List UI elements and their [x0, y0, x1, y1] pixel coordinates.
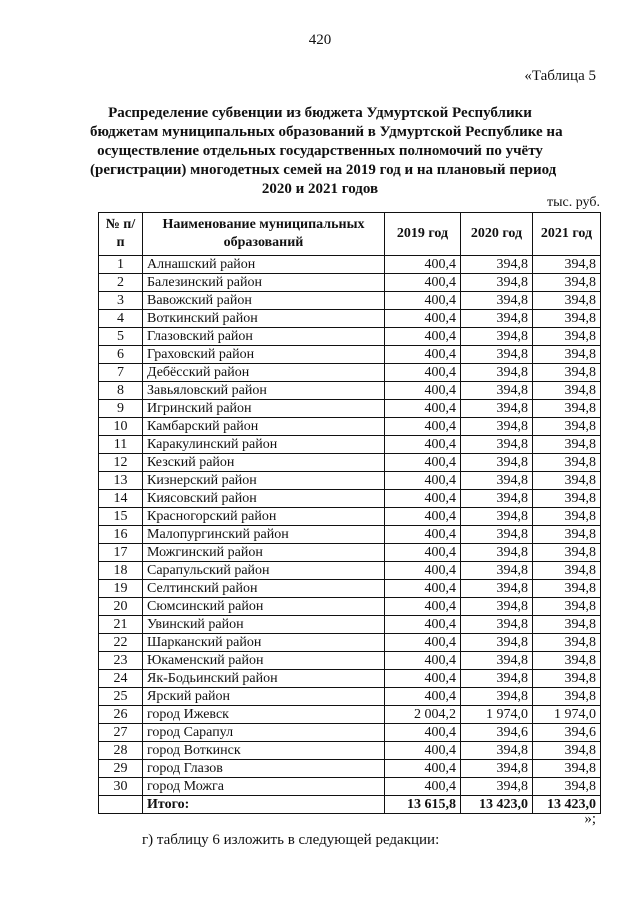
total-2021: 13 423,0 — [533, 796, 601, 814]
cell-num: 26 — [99, 706, 143, 724]
cell-num: 30 — [99, 778, 143, 796]
cell-2021: 394,6 — [533, 724, 601, 742]
title-line: Распределение субвенции из бюджета Удмуртской Республики — [108, 105, 532, 121]
cell-name: Увинский район — [143, 616, 385, 634]
cell-2020: 394,8 — [461, 310, 533, 328]
table-row — [99, 292, 601, 310]
cell-2019: 400,4 — [385, 688, 461, 706]
table-row — [99, 562, 601, 580]
cell-2021: 394,8 — [533, 598, 601, 616]
table-row — [99, 472, 601, 490]
cell-2020: 394,8 — [461, 418, 533, 436]
total-row — [99, 796, 601, 814]
subvention-table — [98, 212, 601, 814]
table-row — [99, 256, 601, 274]
cell-2021: 394,8 — [533, 562, 601, 580]
cell-2021: 394,8 — [533, 490, 601, 508]
cell-num: 4 — [99, 310, 143, 328]
table-header-row — [99, 213, 601, 256]
cell-2020: 394,8 — [461, 688, 533, 706]
table-row — [99, 310, 601, 328]
cell-2019: 400,4 — [385, 346, 461, 364]
cell-name: Вавожский район — [143, 292, 385, 310]
header-2020: 2020 год — [461, 213, 533, 256]
cell-num: 7 — [99, 364, 143, 382]
cell-2020: 394,8 — [461, 508, 533, 526]
cell-2019: 400,4 — [385, 634, 461, 652]
cell-num: 22 — [99, 634, 143, 652]
total-label: Итого: — [143, 796, 385, 814]
cell-2021: 394,8 — [533, 580, 601, 598]
title-line: 2020 и 2021 годов — [261, 181, 379, 197]
cell-2019: 400,4 — [385, 760, 461, 778]
cell-2021: 394,8 — [533, 346, 601, 364]
cell-2021: 394,8 — [533, 508, 601, 526]
cell-2019: 400,4 — [385, 382, 461, 400]
cell-2019: 400,4 — [385, 724, 461, 742]
table-row — [99, 364, 601, 382]
cell-2019: 400,4 — [385, 490, 461, 508]
cell-num: 28 — [99, 742, 143, 760]
cell-2020: 394,8 — [461, 274, 533, 292]
table-row — [99, 526, 601, 544]
cell-2020: 394,8 — [461, 598, 533, 616]
cell-2021: 394,8 — [533, 454, 601, 472]
cell-num: 9 — [99, 400, 143, 418]
cell-num: 10 — [99, 418, 143, 436]
cell-2020: 394,8 — [461, 436, 533, 454]
header-num: № п/п — [99, 213, 143, 256]
header-2019: 2019 год — [385, 213, 461, 256]
cell-2021: 394,8 — [533, 670, 601, 688]
cell-name: Воткинский район — [143, 310, 385, 328]
cell-2021: 394,8 — [533, 526, 601, 544]
table-row — [99, 778, 601, 796]
cell-num: 14 — [99, 490, 143, 508]
cell-name: Киясовский район — [143, 490, 385, 508]
table-row — [99, 400, 601, 418]
table-row — [99, 580, 601, 598]
table-row — [99, 490, 601, 508]
cell-name: город Глазов — [143, 760, 385, 778]
cell-name: Сарапульский район — [143, 562, 385, 580]
cell-2019: 400,4 — [385, 256, 461, 274]
cell-num: 12 — [99, 454, 143, 472]
cell-num: 8 — [99, 382, 143, 400]
cell-num: 1 — [99, 256, 143, 274]
cell-name: Каракулинский район — [143, 436, 385, 454]
cell-2020: 394,8 — [461, 580, 533, 598]
cell-num: 3 — [99, 292, 143, 310]
cell-2021: 394,8 — [533, 778, 601, 796]
cell-2019: 400,4 — [385, 544, 461, 562]
cell-2019: 400,4 — [385, 472, 461, 490]
total-2019: 13 615,8 — [385, 796, 461, 814]
table-row — [99, 742, 601, 760]
table-row — [99, 508, 601, 526]
cell-num: 18 — [99, 562, 143, 580]
table-row — [99, 598, 601, 616]
total-2020: 13 423,0 — [461, 796, 533, 814]
cell-2020: 394,8 — [461, 346, 533, 364]
cell-num: 24 — [99, 670, 143, 688]
cell-2020: 394,8 — [461, 256, 533, 274]
cell-2019: 400,4 — [385, 364, 461, 382]
cell-num: 15 — [99, 508, 143, 526]
cell-2019: 400,4 — [385, 328, 461, 346]
cell-name: Глазовский район — [143, 328, 385, 346]
table-row — [99, 328, 601, 346]
cell-2021: 394,8 — [533, 760, 601, 778]
cell-2021: 394,8 — [533, 472, 601, 490]
cell-2020: 394,8 — [461, 760, 533, 778]
cell-2020: 394,8 — [461, 634, 533, 652]
cell-2021: 394,8 — [533, 328, 601, 346]
cell-name: Дебёсский район — [143, 364, 385, 382]
cell-2020: 394,6 — [461, 724, 533, 742]
cell-2019: 400,4 — [385, 400, 461, 418]
cell-2020: 394,8 — [461, 292, 533, 310]
cell-num: 5 — [99, 328, 143, 346]
table-row — [99, 652, 601, 670]
table-row — [99, 418, 601, 436]
table-body — [99, 256, 601, 814]
cell-2020: 394,8 — [461, 364, 533, 382]
cell-num: 27 — [99, 724, 143, 742]
cell-name: Юкаменский район — [143, 652, 385, 670]
cell-num: 13 — [99, 472, 143, 490]
cell-name: город Ижевск — [143, 706, 385, 724]
cell-name: Граховский район — [143, 346, 385, 364]
cell-num: 2 — [99, 274, 143, 292]
cell-2020: 394,8 — [461, 526, 533, 544]
cell-2021: 394,8 — [533, 616, 601, 634]
cell-name: город Можга — [143, 778, 385, 796]
table-row — [99, 346, 601, 364]
cell-name: Игринский район — [143, 400, 385, 418]
table-row — [99, 454, 601, 472]
cell-2019: 400,4 — [385, 310, 461, 328]
cell-2020: 394,8 — [461, 778, 533, 796]
units-label: тыс. руб. — [547, 195, 600, 210]
cell-2019: 400,4 — [385, 436, 461, 454]
cell-num: 29 — [99, 760, 143, 778]
cell-name: Ярский район — [143, 688, 385, 706]
cell-2021: 394,8 — [533, 634, 601, 652]
cell-2020: 394,8 — [461, 472, 533, 490]
cell-num: 21 — [99, 616, 143, 634]
cell-name: Камбарский район — [143, 418, 385, 436]
title-line: бюджетам муниципальных образований в Удмуртской Республике на — [90, 124, 563, 140]
cell-2020: 394,8 — [461, 742, 533, 760]
cell-2020: 394,8 — [461, 652, 533, 670]
table-reference: «Таблица 5 — [524, 68, 596, 84]
cell-2021: 394,8 — [533, 688, 601, 706]
cell-name: Кизнерский район — [143, 472, 385, 490]
cell-2019: 400,4 — [385, 274, 461, 292]
cell-2019: 400,4 — [385, 418, 461, 436]
cell-num: 20 — [99, 598, 143, 616]
header-name: Наименование муниципальных образований — [143, 213, 385, 256]
cell-2020: 394,8 — [461, 328, 533, 346]
cell-2020: 394,8 — [461, 544, 533, 562]
cell-num: 16 — [99, 526, 143, 544]
cell-num: 23 — [99, 652, 143, 670]
table-row — [99, 382, 601, 400]
cell-num: 19 — [99, 580, 143, 598]
cell-2019: 2 004,2 — [385, 706, 461, 724]
cell-2020: 394,8 — [461, 670, 533, 688]
cell-2019: 400,4 — [385, 562, 461, 580]
cell-2021: 394,8 — [533, 274, 601, 292]
cell-2021: 394,8 — [533, 544, 601, 562]
cell-name: Сюмсинский район — [143, 598, 385, 616]
cell-2021: 394,8 — [533, 256, 601, 274]
cell-2021: 394,8 — [533, 382, 601, 400]
cell-name: Балезинский район — [143, 274, 385, 292]
closing-line: г) таблицу 6 изложить в следующей редакции: — [142, 832, 440, 848]
cell-2021: 1 974,0 — [533, 706, 601, 724]
cell-2020: 394,8 — [461, 382, 533, 400]
cell-2020: 394,8 — [461, 400, 533, 418]
table-row — [99, 634, 601, 652]
cell-name: Шарканский район — [143, 634, 385, 652]
cell-2019: 400,4 — [385, 670, 461, 688]
cell-name: Малопургинский район — [143, 526, 385, 544]
header-2021: 2021 год — [533, 213, 601, 256]
table-row — [99, 688, 601, 706]
cell-2019: 400,4 — [385, 616, 461, 634]
table-row — [99, 724, 601, 742]
table-row — [99, 544, 601, 562]
cell-2021: 394,8 — [533, 310, 601, 328]
cell-num: 17 — [99, 544, 143, 562]
cell-name: город Воткинск — [143, 742, 385, 760]
cell-2021: 394,8 — [533, 418, 601, 436]
cell-2020: 394,8 — [461, 616, 533, 634]
cell-2019: 400,4 — [385, 778, 461, 796]
table-row — [99, 760, 601, 778]
cell-name: Алнашский район — [143, 256, 385, 274]
cell-2021: 394,8 — [533, 436, 601, 454]
cell-2019: 400,4 — [385, 526, 461, 544]
table-row — [99, 616, 601, 634]
cell-2020: 394,8 — [461, 454, 533, 472]
cell-2020: 394,8 — [461, 490, 533, 508]
cell-2019: 400,4 — [385, 652, 461, 670]
total-num-cell — [99, 796, 143, 814]
cell-name: Красногорский район — [143, 508, 385, 526]
cell-2020: 1 974,0 — [461, 706, 533, 724]
cell-2019: 400,4 — [385, 508, 461, 526]
cell-2019: 400,4 — [385, 742, 461, 760]
cell-2021: 394,8 — [533, 400, 601, 418]
cell-2021: 394,8 — [533, 292, 601, 310]
cell-num: 6 — [99, 346, 143, 364]
cell-2021: 394,8 — [533, 742, 601, 760]
title-line: осуществление отдельных государственных полномочий по учёту — [97, 143, 543, 159]
table-row — [99, 670, 601, 688]
cell-2021: 394,8 — [533, 652, 601, 670]
cell-name: Селтинский район — [143, 580, 385, 598]
cell-2019: 400,4 — [385, 454, 461, 472]
cell-2019: 400,4 — [385, 598, 461, 616]
page-number: 420 — [308, 32, 332, 48]
cell-num: 25 — [99, 688, 143, 706]
table-row — [99, 274, 601, 292]
cell-2019: 400,4 — [385, 580, 461, 598]
table-row — [99, 706, 601, 724]
cell-name: Можгинский район — [143, 544, 385, 562]
cell-num: 11 — [99, 436, 143, 454]
cell-2020: 394,8 — [461, 562, 533, 580]
cell-2019: 400,4 — [385, 292, 461, 310]
cell-name: Кезский район — [143, 454, 385, 472]
cell-name: Як-Бодьинский район — [143, 670, 385, 688]
title-line: (регистрации) многодетных семей на 2019 год и на плановый период — [90, 162, 557, 178]
cell-2021: 394,8 — [533, 364, 601, 382]
document-title — [90, 104, 563, 199]
cell-name: Завьяловский район — [143, 382, 385, 400]
cell-name: город Сарапул — [143, 724, 385, 742]
closing-quote: »; — [584, 811, 596, 827]
table-row — [99, 436, 601, 454]
